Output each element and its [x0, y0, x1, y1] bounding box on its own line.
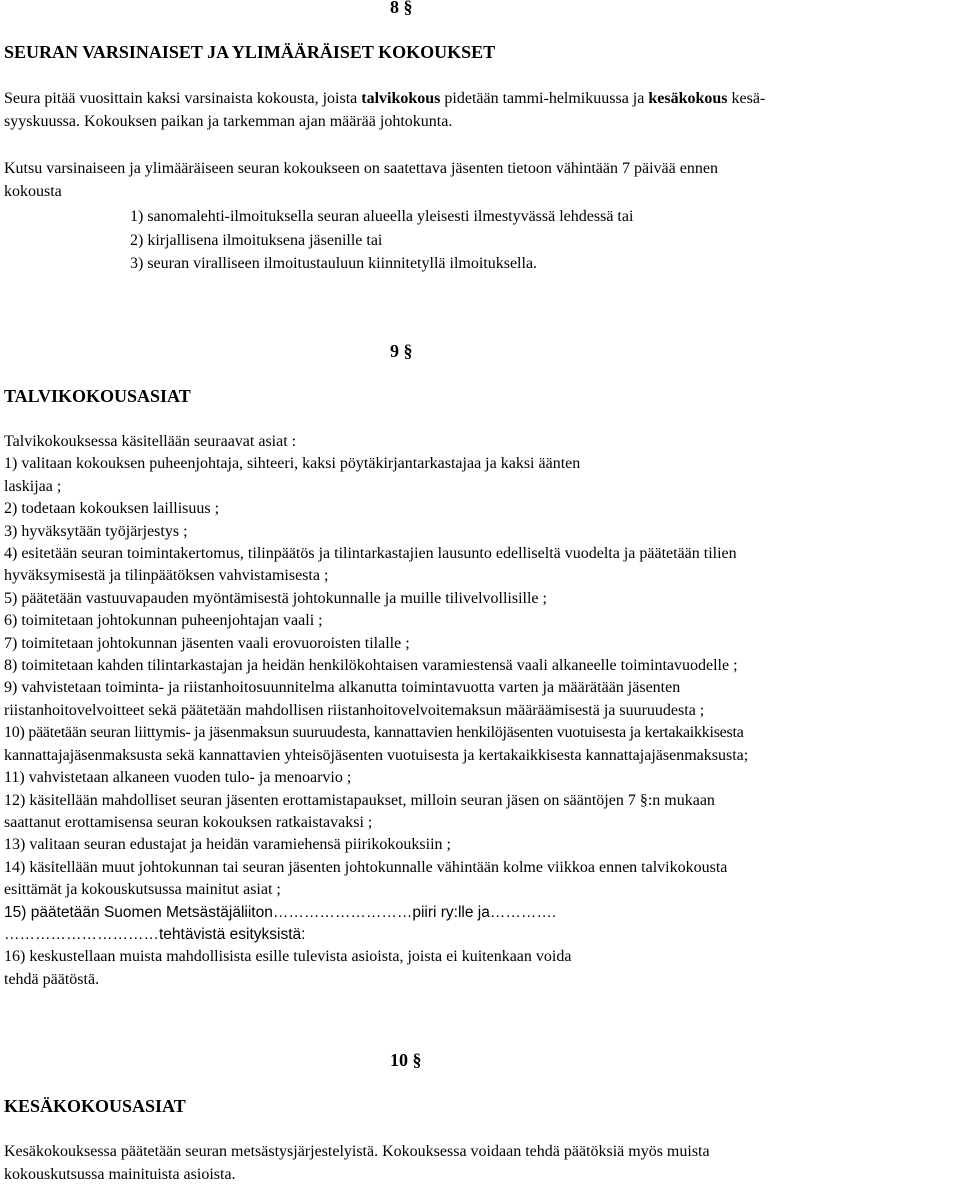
text-run: kesä- — [727, 90, 766, 107]
list-item: kannattajajäsenmaksusta sekä kannattavien yhteisöjäsenten vuotuisesta ja kertakaikkisesta kannattajajäsenmaksusta; — [4, 746, 749, 764]
list-item: 3) hyväksytään työjärjestys ; — [4, 522, 188, 540]
list-item: saattanut erottamisensa seuran kokouksen ratkaistavaksi ; — [4, 813, 373, 831]
bold-term-talvikokous: talvikokous — [361, 90, 441, 107]
paragraph-line: kokouskutsussa mainituista asioista. — [4, 1165, 236, 1183]
list-item: esittämät ja kokouskutsussa mainitut asiat ; — [4, 881, 281, 899]
text-run: pidetään tammi-helmikuussa ja — [440, 90, 649, 107]
paragraph-line: Kesäkokouksessa päätetään seuran metsästysjärjestelyistä. Kokouksessa voidaan tehdä päätöksiä myös muista — [4, 1143, 710, 1160]
list-item: 2) todetaan kokouksen laillisuus ; — [4, 500, 220, 518]
list-item: 13) valitaan seuran edustajat ja heidän varamiehensä piirikokouksiin ; — [4, 836, 451, 854]
paragraph-invitation — [4, 158, 960, 203]
section-number-8: 8 § — [390, 0, 413, 17]
list-item: riistanhoitovelvoitteet sekä päätetään mahdollisen riistanhoitovelvoitemaksun määräämisestä ja suuruudesta ; — [4, 701, 705, 719]
list-item: 6) toimitetaan johtokunnan puheenjohtajan vaali ; — [4, 612, 323, 630]
paragraph-line: Kutsu varsinaiseen ja ylimääräiseen seuran kokoukseen on saatettava jäsenten tietoon vähintään 7 päivää ennen — [4, 160, 718, 177]
paragraph-meetings — [4, 88, 960, 133]
list-item: 14) käsitellään muut johtokunnan tai seuran jäsenten johtokunnalle vähintään kolme viikkoa ennen talvikokousta — [4, 858, 728, 876]
section-title-8: SEURAN VARSINAISET JA YLIMÄÄRÄISET KOKOUKSET — [4, 42, 496, 62]
list-item: 10) päätetään seuran liittymis- ja jäsenmaksun suuruudesta, kannattavien henkilöjäsenten vuotuisesta ja kertakaikkisesta — [4, 724, 744, 742]
list-item: 3) seuran viralliseen ilmoitustauluun kiinnitetyllä ilmoituksella. — [130, 255, 538, 272]
section-title-9: TALVIKOKOUSASIAT — [4, 386, 191, 406]
invitation-methods-list — [130, 205, 633, 276]
section-title-10: KESÄKOKOUSASIAT — [4, 1096, 186, 1116]
paragraph-summer-meeting — [4, 1141, 960, 1186]
paragraph-line: kokousta — [4, 182, 62, 200]
list-item: 7) toimitetaan johtokunnan jäsenten vaali erovuoroisten tilalle ; — [4, 634, 410, 652]
list-item: 11) vahvistetaan alkaneen vuoden tulo- ja menoarvio ; — [4, 769, 352, 787]
list-item: 1) valitaan kokouksen puheenjohtaja, sihteeri, kaksi pöytäkirjantarkastajaa ja kaksi äänten — [4, 455, 581, 473]
paragraph-line — [4, 88, 960, 111]
list-item: 4) esitetään seuran toimintakertomus, tilinpäätös ja tilintarkastajien lausunto edelliseltä vuodelta ja päätetään tilien — [4, 545, 737, 563]
list-item: …………………………tehtävistä esityksistä: — [4, 925, 306, 943]
list-item: 9) vahvistetaan toiminta- ja riistanhoitosuunnitelma alkanutta toimintavuotta varten ja määrätään jäsenten — [4, 679, 681, 697]
list-item: 1) sanomalehti-ilmoituksella seuran alueella yleisesti ilmestyvässä lehdessä tai — [130, 208, 634, 225]
text-run: Seura pitää vuosittain kaksi varsinaista kokousta, joista — [4, 90, 362, 107]
list-item: 8) toimitetaan kahden tilintarkastajan ja heidän henkilökohtaisen varamiestensä vaali alkaneelle toimintavuodelle ; — [4, 657, 738, 675]
section-number-9: 9 § — [390, 341, 413, 361]
list-item: 16) keskustellaan muista mahdollisista esille tulevista asioista, joista ei kuitenkaan voida — [4, 948, 572, 966]
list-item: 12) käsitellään mahdolliset seuran jäsenten erottamistapaukset, milloin seuran jäsen on sääntöjen 7 §:n mukaan — [4, 791, 715, 809]
list-item: hyväksymisestä ja tilinpäätöksen vahvistamisesta ; — [4, 567, 329, 585]
section-number-10: 10 § — [390, 1050, 422, 1070]
list-item: laskijaa ; — [4, 477, 62, 495]
list-item: 15) päätetään Suomen Metsästäjäliiton………………………piiri ry:lle ja…………. — [4, 903, 557, 921]
winter-meeting-items — [4, 431, 960, 991]
list-item: Talvikokouksessa käsitellään seuraavat asiat : — [4, 433, 297, 450]
list-item: 5) päätetään vastuuvapauden myöntämisestä johtokunnalle ja muille tilivelvollisille ; — [4, 589, 547, 607]
bold-term-kesakokous: kesäkokous — [648, 90, 728, 107]
list-item: 2) kirjallisena ilmoituksena jäsenille tai — [130, 231, 383, 249]
list-item: tehdä päätöstä. — [4, 970, 100, 988]
paragraph-line: syyskuussa. Kokouksen paikan ja tarkemman ajan määrää johtokunta. — [4, 112, 453, 130]
